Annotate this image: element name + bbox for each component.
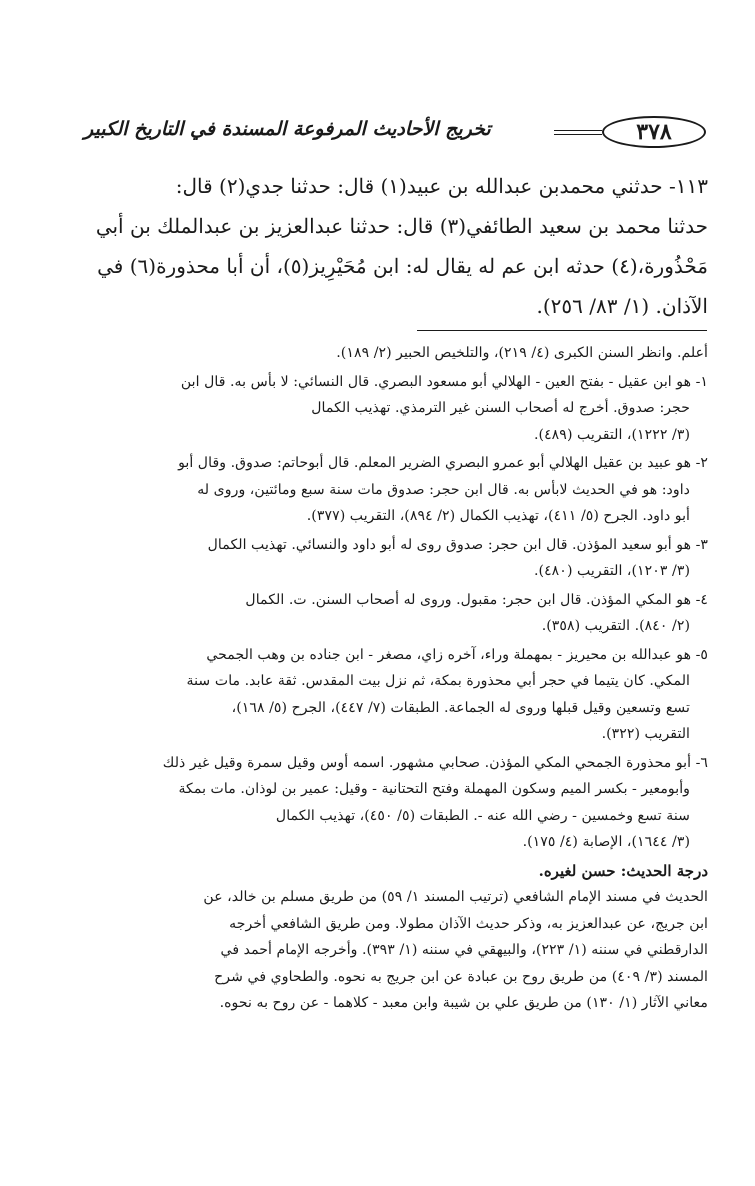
hadith-line: ١١٣- حدثني محمدبن عبدالله بن عبيد(١) قال: حدثنا جدي(٢) قال: <box>175 174 708 198</box>
page-number-badge <box>602 116 706 148</box>
hadith-line: الآذان. (١/ ٨٣/ ٢٥٦). <box>536 294 708 318</box>
page-number: ٣٧٨ <box>636 119 672 145</box>
footnote-line: تسع وتسعين وقيل قبلها وروى له الجماعة. الطبقات (٧/ ٤٤٧)، الجرح (٥/ ١٦٨)، <box>231 699 690 716</box>
header-rule <box>554 130 602 135</box>
footnote-6 <box>48 750 708 856</box>
footnote-line: (٣/ ١٢٢٢)، التقريب (٤٨٩). <box>534 426 690 443</box>
footnote-2 <box>48 450 708 530</box>
footnote-4 <box>48 587 708 640</box>
running-header <box>84 114 706 154</box>
footnote-line: ٣- هو أبو سعيد المؤذن. قال ابن حجر: صدوق روى له أبو داود والنسائي. تهذيب الكمال <box>207 536 708 553</box>
hadith-line: حدثنا محمد بن سعيد الطائفي(٣) قال: حدثنا عبدالعزيز بن عبدالملك بن أبي <box>95 214 708 238</box>
footnote-5 <box>48 642 708 748</box>
footnote-line: ٦- أبو محذورة الجمحي المكي المؤذن. صحابي مشهور. اسمه أوس وقيل سمرة وقيل غير ذلك <box>162 754 708 771</box>
footnote-3 <box>48 532 708 585</box>
hadith-text <box>48 166 708 326</box>
hadith-line: مَحْذُورة،(٤) حدثه ابن عم له يقال له: ابن مُحَيْرِيز(٥)، أن أبا محذورة(٦) في <box>97 254 708 278</box>
footnote-line: ٢- هو عبيد بن عقيل الهلالي أبو عمرو البصري الضرير المعلم. قال أبوحاتم: صدوق. وقال أبو <box>178 455 708 471</box>
footnote-line: (٣/ ١٦٤٤)، الإصابة (٤/ ١٧٥). <box>522 834 690 850</box>
footnote-line: ١- هو ابن عقيل - بفتح العين - الهلالي أبو مسعود البصري. قال النسائي: لا بأس به. قال ابن <box>180 373 708 390</box>
footnote-1 <box>48 369 708 449</box>
footnote-line: أبو داود. الجرح (٥/ ٤١١)، تهذيب الكمال (٢/ ٨٩٤)، التقريب (٣٧٧). <box>306 508 690 524</box>
book-title: تخريج الأحاديث المرفوعة المسندة في التاريخ الكبير <box>84 118 491 140</box>
grade-line: ابن جريج، عن عبدالعزيز به، وذكر حديث الآذان مطولا. ومن طريق الشافعي أخرجه <box>229 915 708 932</box>
footnotes <box>48 340 708 1019</box>
footnote-line: حجر: صدوق. أخرج له أصحاب السنن غير الترمذي. تهذيب الكمال <box>311 400 690 416</box>
grade-line: المسند (٣/ ٤٠٩) من طريق روح بن عبادة عن ابن جريج به نحوه. والطحاوي في شرح <box>214 968 708 985</box>
footnote-line: المكي. كان يتيما في حجر أبي محذورة بمكة، ثم نزل بيت المقدس. ثقة عابد. مات سنة <box>186 673 690 689</box>
footnote-line: أعلم. وانظر السنن الكبرى (٤/ ٢١٩)، والتلخيص الحبير (٢/ ١٨٩). <box>336 345 708 361</box>
hadith-grade-heading: درجة الحديث: حسن لغيره. <box>538 861 708 880</box>
footnote-separator <box>417 330 707 331</box>
footnote-line: داود: هو في الحديث لابأس به. قال ابن حجر: صدوق مات سنة سبع ومائتين، وروى له <box>197 481 690 498</box>
grade-line: الدارقطني في سننه (١/ ٢٢٣)، والبيهقي في سننه (١/ ٣٩٣). وأخرجه الإمام أحمد في <box>220 942 708 958</box>
footnote-line: (٣/ ١٢٠٣)، التقريب (٤٨٠). <box>534 563 690 579</box>
footnote-line: (٢/ ٨٤٠). التقريب (٣٥٨). <box>541 618 690 634</box>
hadith-grade-section <box>48 858 708 1017</box>
footnote-line: ٥- هو عبدالله بن محيريز - بمهملة وراء، آخره زاي، مصغر - ابن جناده بن وهب الجمحي <box>206 646 708 663</box>
footnote-line: سنة تسع وخمسين - رضي الله عنه -. الطبقات (٥/ ٤٥٠)، تهذيب الكمال <box>275 807 690 824</box>
footnote-line: التقريب (٣٢٢). <box>601 726 690 742</box>
grade-line: الحديث في مسند الإمام الشافعي (ترتيب المسند ١/ ٥٩) من طريق مسلم بن خالد، عن <box>203 889 708 905</box>
footnote-line: وأبومعير - بكسر الميم وسكون المهملة وفتح التحتانية - وقيل: عمير بن لوذان. مات بمكة <box>178 781 690 797</box>
footnote-continuation <box>48 340 708 367</box>
footnote-line: ٤- هو المكي المؤذن. قال ابن حجر: مقبول. وروى له أصحاب السنن. ت. الكمال <box>245 591 708 608</box>
grade-line: معاني الآثار (١/ ١٣٠) من طريق علي بن شيبة وابن معبد - كلاهما - عن روح به نحوه. <box>219 995 708 1011</box>
